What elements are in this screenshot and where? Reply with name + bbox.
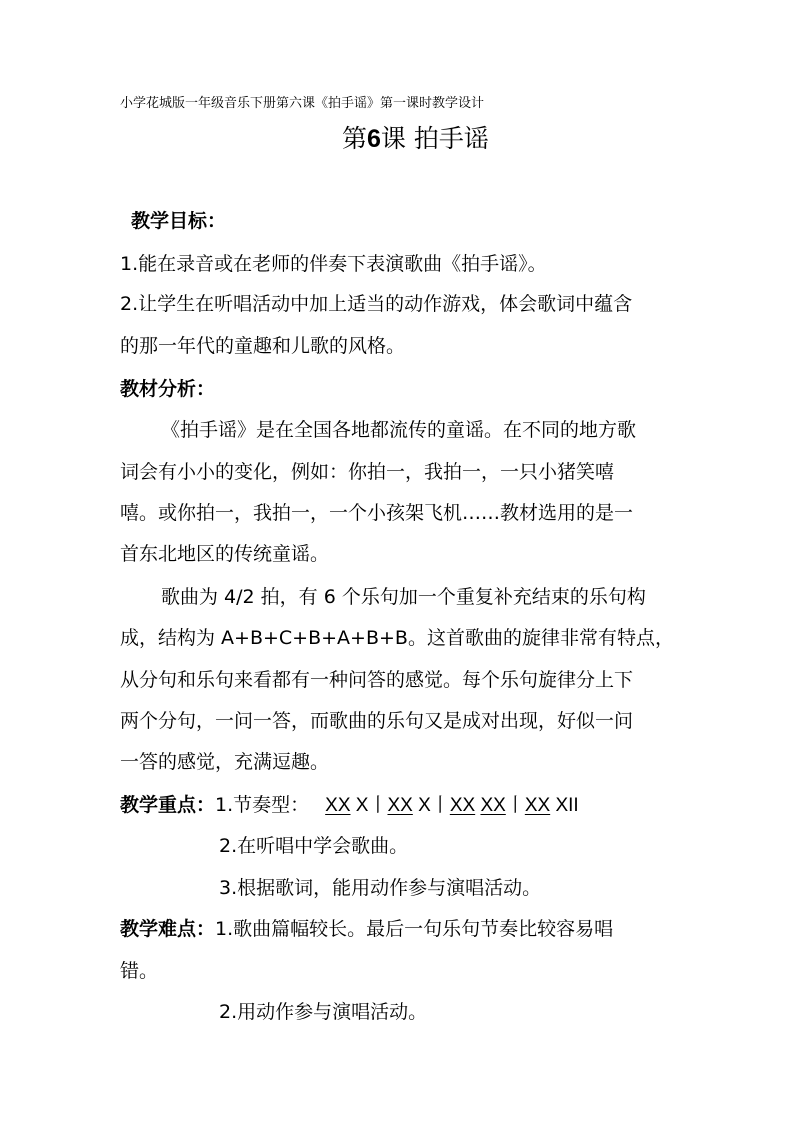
analysis-p1-line-1: 《拍手谣》是在全国各地都流传的童谣。在不同的地方歌 (161, 419, 637, 441)
difficulties-heading: 教学难点： (120, 918, 216, 940)
objectives-heading: 教学目标： (131, 210, 227, 232)
difficulties-item-2: 2.用动作参与演唱活动。 (219, 1001, 428, 1023)
lesson-title (342, 124, 489, 154)
difficulties-item-1-row (120, 917, 613, 941)
key-points-item-1-prefix: 1.节奏型： (215, 794, 310, 816)
rhythm-group-3-beamed-a: XX (449, 795, 476, 816)
title-prefix: 第 (342, 124, 368, 153)
analysis-p1-line-3: 嘻。或你拍一，我拍一，一个小孩架飞机……教材选用的是一 (120, 502, 634, 524)
analysis-p2-line-5: 一答的感觉，充满逗趣。 (120, 751, 330, 773)
analysis-p2-line-4: 两个分句，一问一答，而歌曲的乐句又是成对出现，好似一问 (120, 710, 634, 732)
rhythm-group-4-end: XII (550, 795, 579, 816)
rhythm-bar-separator-2: 丨 (430, 795, 450, 816)
analysis-p2-line-1: 歌曲为 4/2 拍，有 6 个乐句加一个重复补充结束的乐句构 (161, 586, 646, 608)
rhythm-group-4-beamed: XX (524, 795, 551, 816)
title-suffix: 课 拍手谣 (380, 124, 489, 153)
rhythm-pattern (325, 795, 579, 816)
analysis-p1-line-2: 词会有小小的变化，例如：你拍一，我拍一，一只小猪笑嘻 (120, 461, 615, 483)
rhythm-group-2-beamed: XX (387, 795, 413, 816)
objective-item-2-line-1: 2.让学生在听唱活动中加上适当的动作游戏，体会歌词中蕴含 (120, 293, 633, 315)
analysis-heading: 教材分析： (120, 378, 216, 400)
rhythm-group-2-note: X (412, 795, 431, 816)
header-note: 小学花城版一年级音乐下册第六课《拍手谣》第一课时教学设计 (120, 96, 485, 111)
rhythm-group-1-beamed: XX (325, 795, 351, 816)
rhythm-bar-separator-1: 丨 (368, 795, 388, 816)
key-points-item-3: 3.根据歌词，能用动作参与演唱活动。 (219, 877, 542, 899)
title-number: 6 (367, 125, 381, 153)
objective-item-1: 1.能在录音或在老师的伴奏下表演歌曲《拍手谣》。 (120, 253, 547, 275)
rhythm-bar-separator-3: 丨 (505, 795, 525, 816)
difficulties-item-1-line-2: 错。 (120, 960, 159, 982)
key-points-item-2: 2.在听唱中学会歌曲。 (219, 835, 409, 857)
objective-item-2-line-2: 的那一年代的童趣和儿歌的风格。 (120, 335, 406, 357)
analysis-p1-line-4: 首东北地区的传统童谣。 (120, 543, 330, 565)
analysis-p2-line-3: 从分句和乐句来看都有一种问答的感觉。每个乐句旋律分上下 (120, 669, 634, 691)
key-points-item-1-row (120, 793, 579, 818)
rhythm-group-1-note: X (350, 795, 369, 816)
rhythm-group-3-beamed-b: XX (480, 795, 506, 816)
analysis-p2-line-2: 成，结构为 A+B+C+B+A+B+B。这首歌曲的旋律非常有特点， (120, 627, 674, 649)
difficulties-item-1-line-1: 1.歌曲篇幅较长。最后一句乐句节奏比较容易唱 (215, 918, 614, 940)
key-points-heading: 教学重点： (120, 794, 216, 816)
